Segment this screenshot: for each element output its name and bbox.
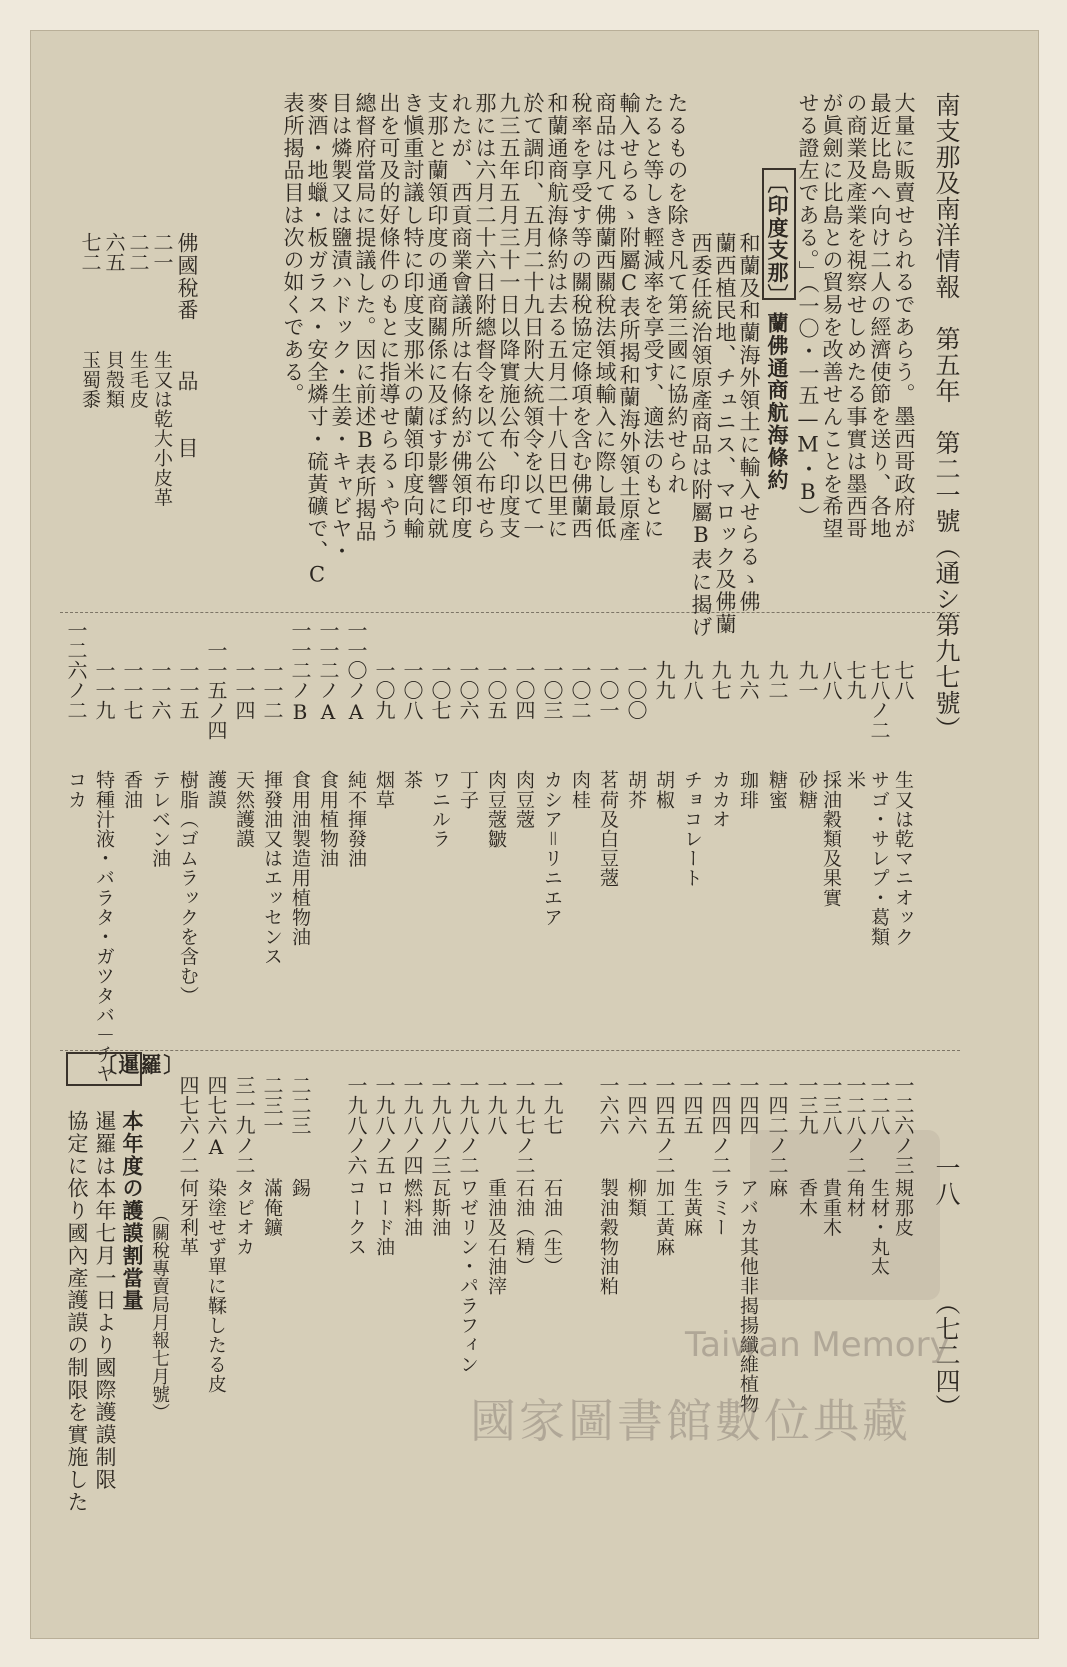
table-row-item: 珈琲 bbox=[737, 770, 759, 810]
table-row-code: 一〇七 bbox=[428, 660, 452, 720]
table-row-code: 一四四ノ二 bbox=[708, 1075, 732, 1175]
body-line-5: たると等しき輕減率を享受す、適法のもとに bbox=[641, 92, 665, 540]
watermark-text: 國家圖書館數位典藏 bbox=[470, 1394, 911, 1448]
table-row-code: 二三一 bbox=[260, 1075, 284, 1135]
table-row-item: 麻 bbox=[766, 1178, 788, 1198]
body-line-4: たるものを除き凡て第三國に協約せられ bbox=[665, 92, 689, 496]
table-row-code: 一一五 bbox=[176, 660, 200, 720]
table-row-item: 香木 bbox=[796, 1178, 818, 1218]
table-row-code: 一一九 bbox=[92, 660, 116, 720]
table-row-code: 四七六ノ二 bbox=[176, 1075, 200, 1175]
table-row-item: テレベン油 bbox=[149, 770, 171, 868]
table-row-code: 七八 bbox=[891, 660, 915, 700]
body-line-14: 支那と蘭領印度の通商關係に及ぼす影響に就 bbox=[425, 92, 449, 540]
body-line-3: 西委任統治領原產商品は附屬B表に揭げ bbox=[689, 232, 713, 639]
table-row-item: 樹脂（ゴムラックを含む） bbox=[177, 770, 199, 1006]
table-row-code: 一〇二 bbox=[568, 660, 592, 720]
table-row-code: 一四四 bbox=[736, 1075, 760, 1135]
body-line-1: 和蘭及和蘭海外領土に輸入せらるゝ佛 bbox=[737, 232, 761, 613]
table-row-item: 肉豆蔲 bbox=[513, 770, 535, 829]
table-row-code: 六五 bbox=[102, 232, 126, 272]
table-row-code: 一九八ノ六 bbox=[344, 1075, 368, 1175]
table-row-code: 七二 bbox=[78, 232, 102, 272]
body-line-18: 目は燐製又は鹽漬ハドック・生姜・キャビヤ・ bbox=[329, 92, 353, 563]
table-row-item: 角材 bbox=[844, 1178, 866, 1218]
siam-line-2: 協定に依り國內產護謨の制限を實施した bbox=[65, 1110, 89, 1514]
table-row-item: 柳類 bbox=[625, 1178, 647, 1218]
table-row-item: 燃料油 bbox=[401, 1178, 423, 1237]
table-row-item: ワゼリン・パラフィン bbox=[457, 1178, 479, 1374]
table-row-item: 何牙利革 bbox=[177, 1178, 199, 1257]
total-page-number: （七二四） bbox=[932, 1290, 961, 1420]
table-row-code: 一三八 bbox=[819, 1075, 843, 1135]
table-row-item: アバカ其他非揭揚纖維植物 bbox=[737, 1178, 759, 1414]
table-row-item: 肉桂 bbox=[569, 770, 591, 810]
siam-title: 本年度の護謨割當量 bbox=[120, 1110, 145, 1312]
table-row-code: 七八ノ二 bbox=[867, 660, 891, 740]
section-divider bbox=[60, 612, 960, 613]
table-row-code: 二一 bbox=[150, 232, 174, 272]
table-row-item: タピオカ bbox=[233, 1178, 255, 1257]
table-header-item: 品 目 bbox=[175, 370, 199, 460]
page-number: 一八 bbox=[932, 1155, 961, 1207]
table-row-item: 護謨 bbox=[205, 770, 227, 810]
body-line-9: 和蘭通商航海條約は去る五月二十八日巴里に bbox=[545, 92, 569, 540]
top-para-line-4: が眞劍に比島との貿易を改善せんことを希望 bbox=[820, 92, 844, 540]
table-row-item: 烟草 bbox=[373, 770, 395, 810]
table-row-code: 一一〇ノA bbox=[344, 620, 368, 724]
table-row-code: 一〇四 bbox=[512, 660, 536, 720]
table-row-item: 石油（精） bbox=[513, 1178, 535, 1276]
table-row-code: 一〇八 bbox=[400, 660, 424, 720]
table-row-item: 生毛皮 bbox=[127, 350, 149, 409]
running-header: 南支那及南洋情報 第五年 第二一號（通シ第九七號） bbox=[932, 92, 961, 742]
section-divider bbox=[60, 1050, 960, 1051]
table-row-item: 胡椒 bbox=[653, 770, 675, 810]
table-row-code: 一二八 bbox=[867, 1075, 891, 1135]
table-row-code: 九八 bbox=[680, 660, 704, 700]
table-row-item: 瓦斯油 bbox=[429, 1178, 451, 1237]
table-row-item: 米 bbox=[844, 770, 866, 790]
table-row-item: 茶 bbox=[401, 770, 423, 790]
body-line-16: 出を可及的好條件のもとに指導せらるゝやう bbox=[377, 92, 401, 540]
table-row-code: 八八 bbox=[819, 660, 843, 700]
table-row-code: 一九八ノ四 bbox=[400, 1075, 424, 1175]
body-line-10: 於て調印、五月二十九日附大統領令を以て一 bbox=[521, 92, 545, 540]
table-row-item: 食用油製造用植物油 bbox=[289, 770, 311, 947]
table-row-code: 一四五ノ二 bbox=[652, 1075, 676, 1175]
watermark-text-en: Taiwan Memory bbox=[685, 1325, 950, 1365]
table-row-item: 貴重木 bbox=[820, 1178, 842, 1237]
table-row-code: 一四六 bbox=[624, 1075, 648, 1135]
table-row-item: 生又は乾マニオック bbox=[892, 770, 914, 947]
table-row-item: 石油（生） bbox=[541, 1178, 563, 1276]
table-row-item: 特種汁液・バラタ・ガツタバ－チヤ bbox=[93, 770, 115, 1084]
table-row-code: 一九七 bbox=[540, 1075, 564, 1135]
table-row-code: 一九七ノ二 bbox=[512, 1075, 536, 1175]
body-line-12: 那には六月二十六日附總督令を以て公布せら bbox=[473, 92, 497, 540]
table-row-item: 貝殼類 bbox=[103, 350, 125, 409]
table-row-code: 一四五 bbox=[680, 1075, 704, 1135]
table-row-code: 一六六 bbox=[596, 1075, 620, 1135]
table-row-code: 三一九ノ二 bbox=[232, 1075, 256, 1175]
article-title: 蘭佛通商航海條約 bbox=[765, 312, 790, 492]
siam-line-1: 暹羅は本年七月一日より國際護謨制限 bbox=[93, 1110, 117, 1491]
table-row-code: 一〇一 bbox=[596, 660, 620, 720]
body-line-6: 輸入せらるゝ附屬C表所揭和蘭海外領土原產 bbox=[617, 92, 641, 543]
body-line-11: 九三五年五月三十一日以降實施公布、印度支 bbox=[497, 92, 521, 540]
table-row-code: 一九八ノ五 bbox=[372, 1075, 396, 1175]
table-row-code: 一〇〇 bbox=[624, 660, 648, 720]
table-row-code: 二二三 bbox=[288, 1075, 312, 1135]
table-row-code: 一〇五 bbox=[484, 660, 508, 720]
table-row-item: 生又は乾大小皮革 bbox=[151, 350, 173, 507]
body-line-8: 稅率を享受す等の關稅協定條項を含む佛蘭西 bbox=[569, 92, 593, 540]
body-line-7: 商品は凡て佛蘭西關稅法領域輸入に際し最低 bbox=[593, 92, 617, 540]
table-row-code: 一一二ノB bbox=[288, 620, 312, 724]
table-row-item: 茗荷及白豆蔲 bbox=[597, 770, 619, 888]
source-citation: （關稅專賣局月報七月號） bbox=[149, 1205, 170, 1421]
table-row-item: 砂糖 bbox=[796, 770, 818, 810]
section-tag: 〔印度支那〕 bbox=[765, 172, 790, 307]
table-row-code: 一九八 bbox=[484, 1075, 508, 1135]
table-row-code: 九九 bbox=[652, 660, 676, 700]
table-row-code: 一一四 bbox=[232, 660, 256, 720]
body-line-19: 麥酒・地蠟・板ガラス・安全燐寸・硫黃礦で、C bbox=[305, 92, 329, 588]
table-row-item: 糖蜜 bbox=[766, 770, 788, 810]
body-line-17: 總督府當局に提議した。因に前述B表所揭品 bbox=[353, 92, 377, 543]
table-row-code: 一〇九 bbox=[372, 660, 396, 720]
body-line-2: 蘭西植民地、チュニス、マロック及佛蘭 bbox=[713, 232, 737, 636]
table-row-code: 一一二 bbox=[260, 660, 284, 720]
table-row-item: 採油穀類及果實 bbox=[820, 770, 842, 908]
table-row-code: 一一二ノA bbox=[316, 620, 340, 724]
table-row-item: 生材・丸太 bbox=[868, 1178, 890, 1276]
table-row-code: 一九八ノ二 bbox=[456, 1075, 480, 1175]
table-row-code: 九七 bbox=[708, 660, 732, 700]
table-row-code: 一〇三 bbox=[540, 660, 564, 720]
table-row-item: 規那皮 bbox=[892, 1178, 914, 1237]
table-row-item: 揮發油又はエッセンス bbox=[261, 770, 283, 966]
table-row-item: 生黃麻 bbox=[681, 1178, 703, 1237]
body-line-13: れたが、西貢商業會議所は右條約が佛領印度 bbox=[449, 92, 473, 540]
table-row-code: 一三九 bbox=[795, 1075, 819, 1135]
top-para-line-3: の商業及產業を視察せしめたる事實は墨西哥 bbox=[844, 92, 868, 540]
top-para-line-5: せる證左である。」（一〇・一五—M・B） bbox=[796, 92, 820, 528]
table-row-item: 加工黃麻 bbox=[653, 1178, 675, 1257]
table-row-item: 胡芥 bbox=[625, 770, 647, 810]
table-row-code: 一一六 bbox=[148, 660, 172, 720]
table-row-item: 丁子 bbox=[457, 770, 479, 810]
table-row-item: チョコレート bbox=[681, 770, 703, 888]
table-row-item: 重油及石油滓 bbox=[485, 1178, 507, 1296]
table-header-code: 佛國稅番 bbox=[175, 232, 199, 322]
table-row-item: コカ bbox=[65, 770, 87, 810]
table-row-code: 二二 bbox=[126, 232, 150, 272]
table-row-item: 肉豆蔲皺 bbox=[485, 770, 507, 849]
table-row-code: 一一五ノ四 bbox=[204, 640, 228, 740]
table-row-item: コークス bbox=[345, 1178, 367, 1257]
table-row-item: 染塗せず單に鞣したる皮 bbox=[205, 1178, 227, 1394]
table-row-code: 九二 bbox=[765, 660, 789, 700]
table-row-item: 製油穀物油粕 bbox=[597, 1178, 619, 1296]
table-row-item: 錫 bbox=[289, 1178, 311, 1198]
table-row-code: 一一七 bbox=[120, 660, 144, 720]
table-row-code: 一〇六 bbox=[456, 660, 480, 720]
table-row-code: 九六 bbox=[736, 660, 760, 700]
table-row-item: 食用植物油 bbox=[317, 770, 339, 868]
table-row-item: カシア＝リニエア bbox=[541, 770, 563, 927]
table-row-code: 四七六A bbox=[204, 1075, 228, 1159]
table-row-code: 七九 bbox=[843, 660, 867, 700]
table-row-item: サゴ・サレプ・葛類 bbox=[868, 770, 890, 947]
top-para-line-2: 最近比島へ向け二人の經濟使節を送り、各地 bbox=[868, 92, 892, 540]
table-row-item: ロード油 bbox=[373, 1178, 395, 1257]
table-row-item: 香油 bbox=[121, 770, 143, 810]
table-row-code: 九一 bbox=[795, 660, 819, 700]
section-tag-siam: 〔暹羅〕 bbox=[96, 1052, 186, 1077]
table-row-item: ワニルラ bbox=[429, 770, 451, 849]
table-row-item: ラミー bbox=[709, 1178, 731, 1237]
table-row-item: 玉蜀黍 bbox=[79, 350, 101, 409]
table-row-code: 一二六ノ三 bbox=[891, 1075, 915, 1175]
table-row-item: 純不揮發油 bbox=[345, 770, 367, 868]
table-row-code: 一二八ノ二 bbox=[843, 1075, 867, 1175]
body-line-20: 表所揭品目は次の如くである。 bbox=[281, 92, 305, 406]
body-line-15: き愼重討議し特に印度支那米の蘭領印度向輸 bbox=[401, 92, 425, 540]
top-para-line-1: 大量に販賣せられるであらう。墨西哥政府が bbox=[892, 92, 916, 540]
table-row-code: 一四二ノ二 bbox=[765, 1075, 789, 1175]
table-row-item: カカオ bbox=[709, 770, 731, 829]
table-row-code: 一二六ノ二 bbox=[64, 620, 88, 720]
table-row-item: 天然護謨 bbox=[233, 770, 255, 849]
table-row-item: 滿俺鑛 bbox=[261, 1178, 283, 1237]
table-row-code: 一九八ノ三 bbox=[428, 1075, 452, 1175]
